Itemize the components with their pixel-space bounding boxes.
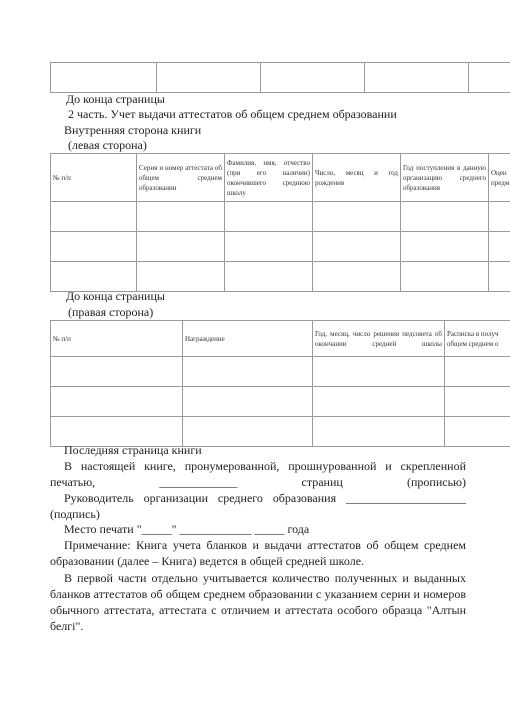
inner-side-heading: Внутренняя сторона книги: [64, 123, 202, 137]
table-row: [51, 357, 510, 387]
last-page-heading: Последняя страница книги: [64, 443, 202, 457]
end-of-page-note: До конца страницы: [66, 289, 165, 303]
paragraph-note: Примечание: Книга учета бланков и выдачи аттестатов об общем среднем образовании (далее – Книга) ведется в общей средней школе.: [50, 538, 466, 568]
column-header: Серия и номер аттестата об общем среднем образовании: [137, 154, 225, 202]
table-row: [51, 232, 510, 262]
column-header: № п/п: [51, 321, 183, 357]
table-row: [51, 202, 510, 232]
table-header-row: [51, 154, 510, 202]
paragraph-seal-place: Место печати "_____" ____________ _____ года: [64, 522, 310, 536]
table-row: [51, 417, 510, 447]
end-of-page-note: До конца страницы: [66, 92, 165, 106]
left-side-label: (левая сторона): [68, 138, 147, 152]
table-cell: [261, 63, 365, 93]
column-header: № п/п: [51, 154, 137, 202]
right-side-table: [50, 320, 510, 447]
right-side-label: (правая сторона): [68, 305, 154, 319]
table-cell: [51, 63, 157, 93]
column-header: Фамилия, имя, отчество (при его наличии) окончившего среднюю школу: [225, 154, 313, 202]
column-header: Год, месяц, число решения педсовета об окончании средней школы: [313, 321, 445, 357]
part-title: 2 часть. Учет выдачи аттестатов об общем среднем образовании: [68, 107, 397, 121]
table-cell: [157, 63, 261, 93]
top-table-fragment: [50, 62, 510, 93]
table-row: [51, 63, 510, 93]
left-side-table: [50, 153, 510, 292]
table-row: [51, 387, 510, 417]
paragraph-head-signature: Руководитель организации среднего образования ____________________ (подпись): [50, 491, 466, 521]
column-header: Год поступления в данную организацию среднего образования: [401, 154, 489, 202]
column-header: Число, месяц и год рождения: [313, 154, 401, 202]
column-header: Награждение: [183, 321, 313, 357]
table-cell: [365, 63, 469, 93]
column-header: Оцен предм: [489, 154, 510, 202]
paragraph-first-part: В первой части отдельно учитывается количество полученных и выданных бланков аттестатов об общем среднем образовании с указанием серии и номеров обычного аттестата, аттестата с отличием и аттестата особого образца "Алтын белгі".: [50, 571, 466, 633]
paragraph-book-pages: В настоящей книге, пронумерованной, прошнурованной и скрепленной печатью, _____________ страниц (прописью): [50, 459, 466, 489]
table-header-row: [51, 321, 510, 357]
column-header: Расписка в получ общем среднем о: [445, 321, 510, 357]
table-row: [51, 262, 510, 292]
table-cell: [469, 63, 510, 93]
